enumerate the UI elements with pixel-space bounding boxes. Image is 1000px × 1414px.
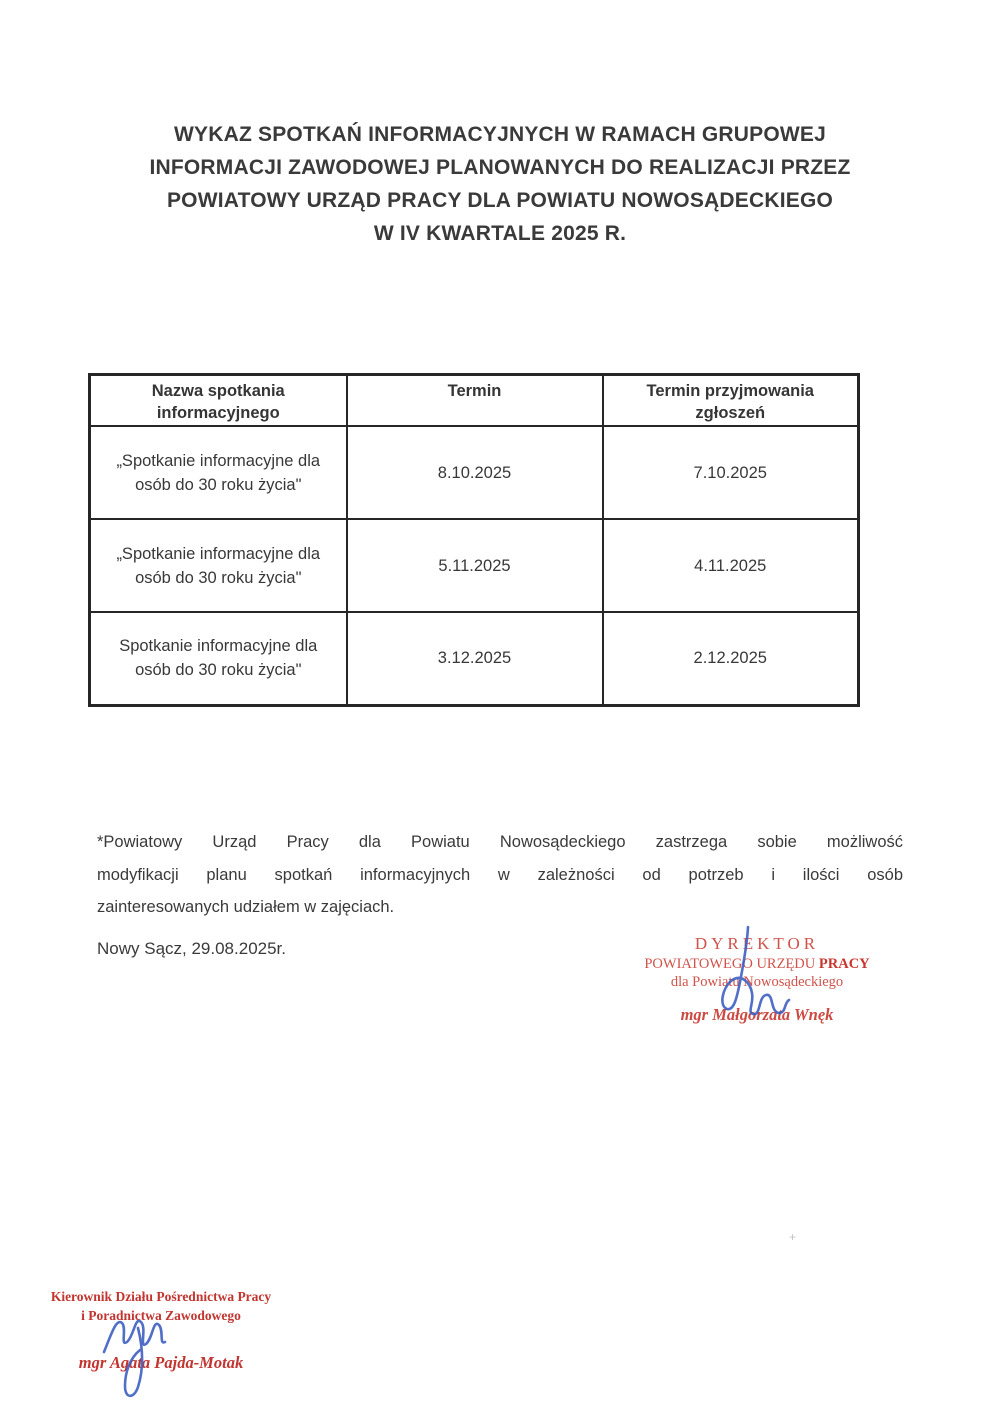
document-title — [0, 118, 1000, 250]
manager-stamp-title-1: Kierownik Działu Pośrednictwa Pracy — [50, 1289, 272, 1304]
footnote — [97, 826, 903, 924]
meeting-name-cell: „Spotkanie informacyjne dla osób do 30 roku życia" — [90, 519, 347, 612]
director-stamp-title: DYREKTOR — [694, 934, 820, 953]
manager-stamp-title-2: i Poradnictwa Zawodowego — [81, 1308, 241, 1323]
column-header-name: Nazwa spotkania informacyjnego — [90, 375, 347, 427]
title-line-2: INFORMACJI ZAWODOWEJ PLANOWANYCH DO REALIZACJI PRZEZ — [149, 156, 851, 179]
title-line-4: W IV KWARTALE 2025 R. — [373, 222, 627, 245]
registration-deadline-cell: 4.11.2025 — [603, 519, 859, 612]
director-stamp-district: dla Powiatu Nowosądeckiego — [670, 974, 844, 990]
meeting-date-cell: 3.12.2025 — [347, 612, 603, 705]
director-stamp-office: POWIATOWEGO URZĘDU PRACY — [644, 956, 870, 972]
footnote-line-1: *Powiatowy Urząd Pracy dla Powiatu Nowosądeckiego zastrzega sobie możliwość — [97, 833, 903, 851]
title-line-1: WYKAZ SPOTKAŃ INFORMACYJNYCH W RAMACH GRUPOWEJ — [173, 123, 827, 146]
footnote-line-2: modyfikacji planu spotkań informacyjnych w zależności od potrzeb i ilości osób — [97, 865, 903, 884]
director-signature — [700, 915, 820, 1045]
column-header-termin: Termin — [347, 375, 603, 427]
title-line-3: POWIATOWY URZĄD PRACY DLA POWIATU NOWOSĄDECKIEGO — [166, 189, 834, 212]
manager-stamp-signer: mgr Agata Pajda-Motak — [78, 1353, 244, 1372]
footnote-line-3: zainteresowanych udziałem w zajęciach. — [97, 898, 395, 916]
registration-deadline-cell: 2.12.2025 — [603, 612, 859, 705]
director-stamp-signer: mgr Małgorzata Wnęk — [680, 1005, 834, 1024]
table-header-row — [90, 375, 859, 427]
column-header-zgloszenia: Termin przyjmowania zgłoszeń — [603, 375, 859, 427]
manager-signature — [95, 1305, 185, 1405]
meetings-table — [88, 373, 860, 707]
table-row — [90, 426, 859, 519]
meeting-date-cell: 8.10.2025 — [347, 426, 603, 519]
meeting-name-cell: „Spotkanie informacyjne dla osób do 30 roku życia" — [90, 426, 347, 519]
table-row — [90, 519, 859, 612]
place-and-date: Nowy Sącz, 29.08.2025r. — [97, 939, 287, 958]
registration-deadline-cell: 7.10.2025 — [603, 426, 859, 519]
meeting-date-cell: 5.11.2025 — [347, 519, 603, 612]
table-row — [90, 612, 859, 705]
scan-artifact-mark: + — [789, 1230, 797, 1244]
meeting-name-cell: Spotkanie informacyjne dla osób do 30 roku życia" — [90, 612, 347, 705]
